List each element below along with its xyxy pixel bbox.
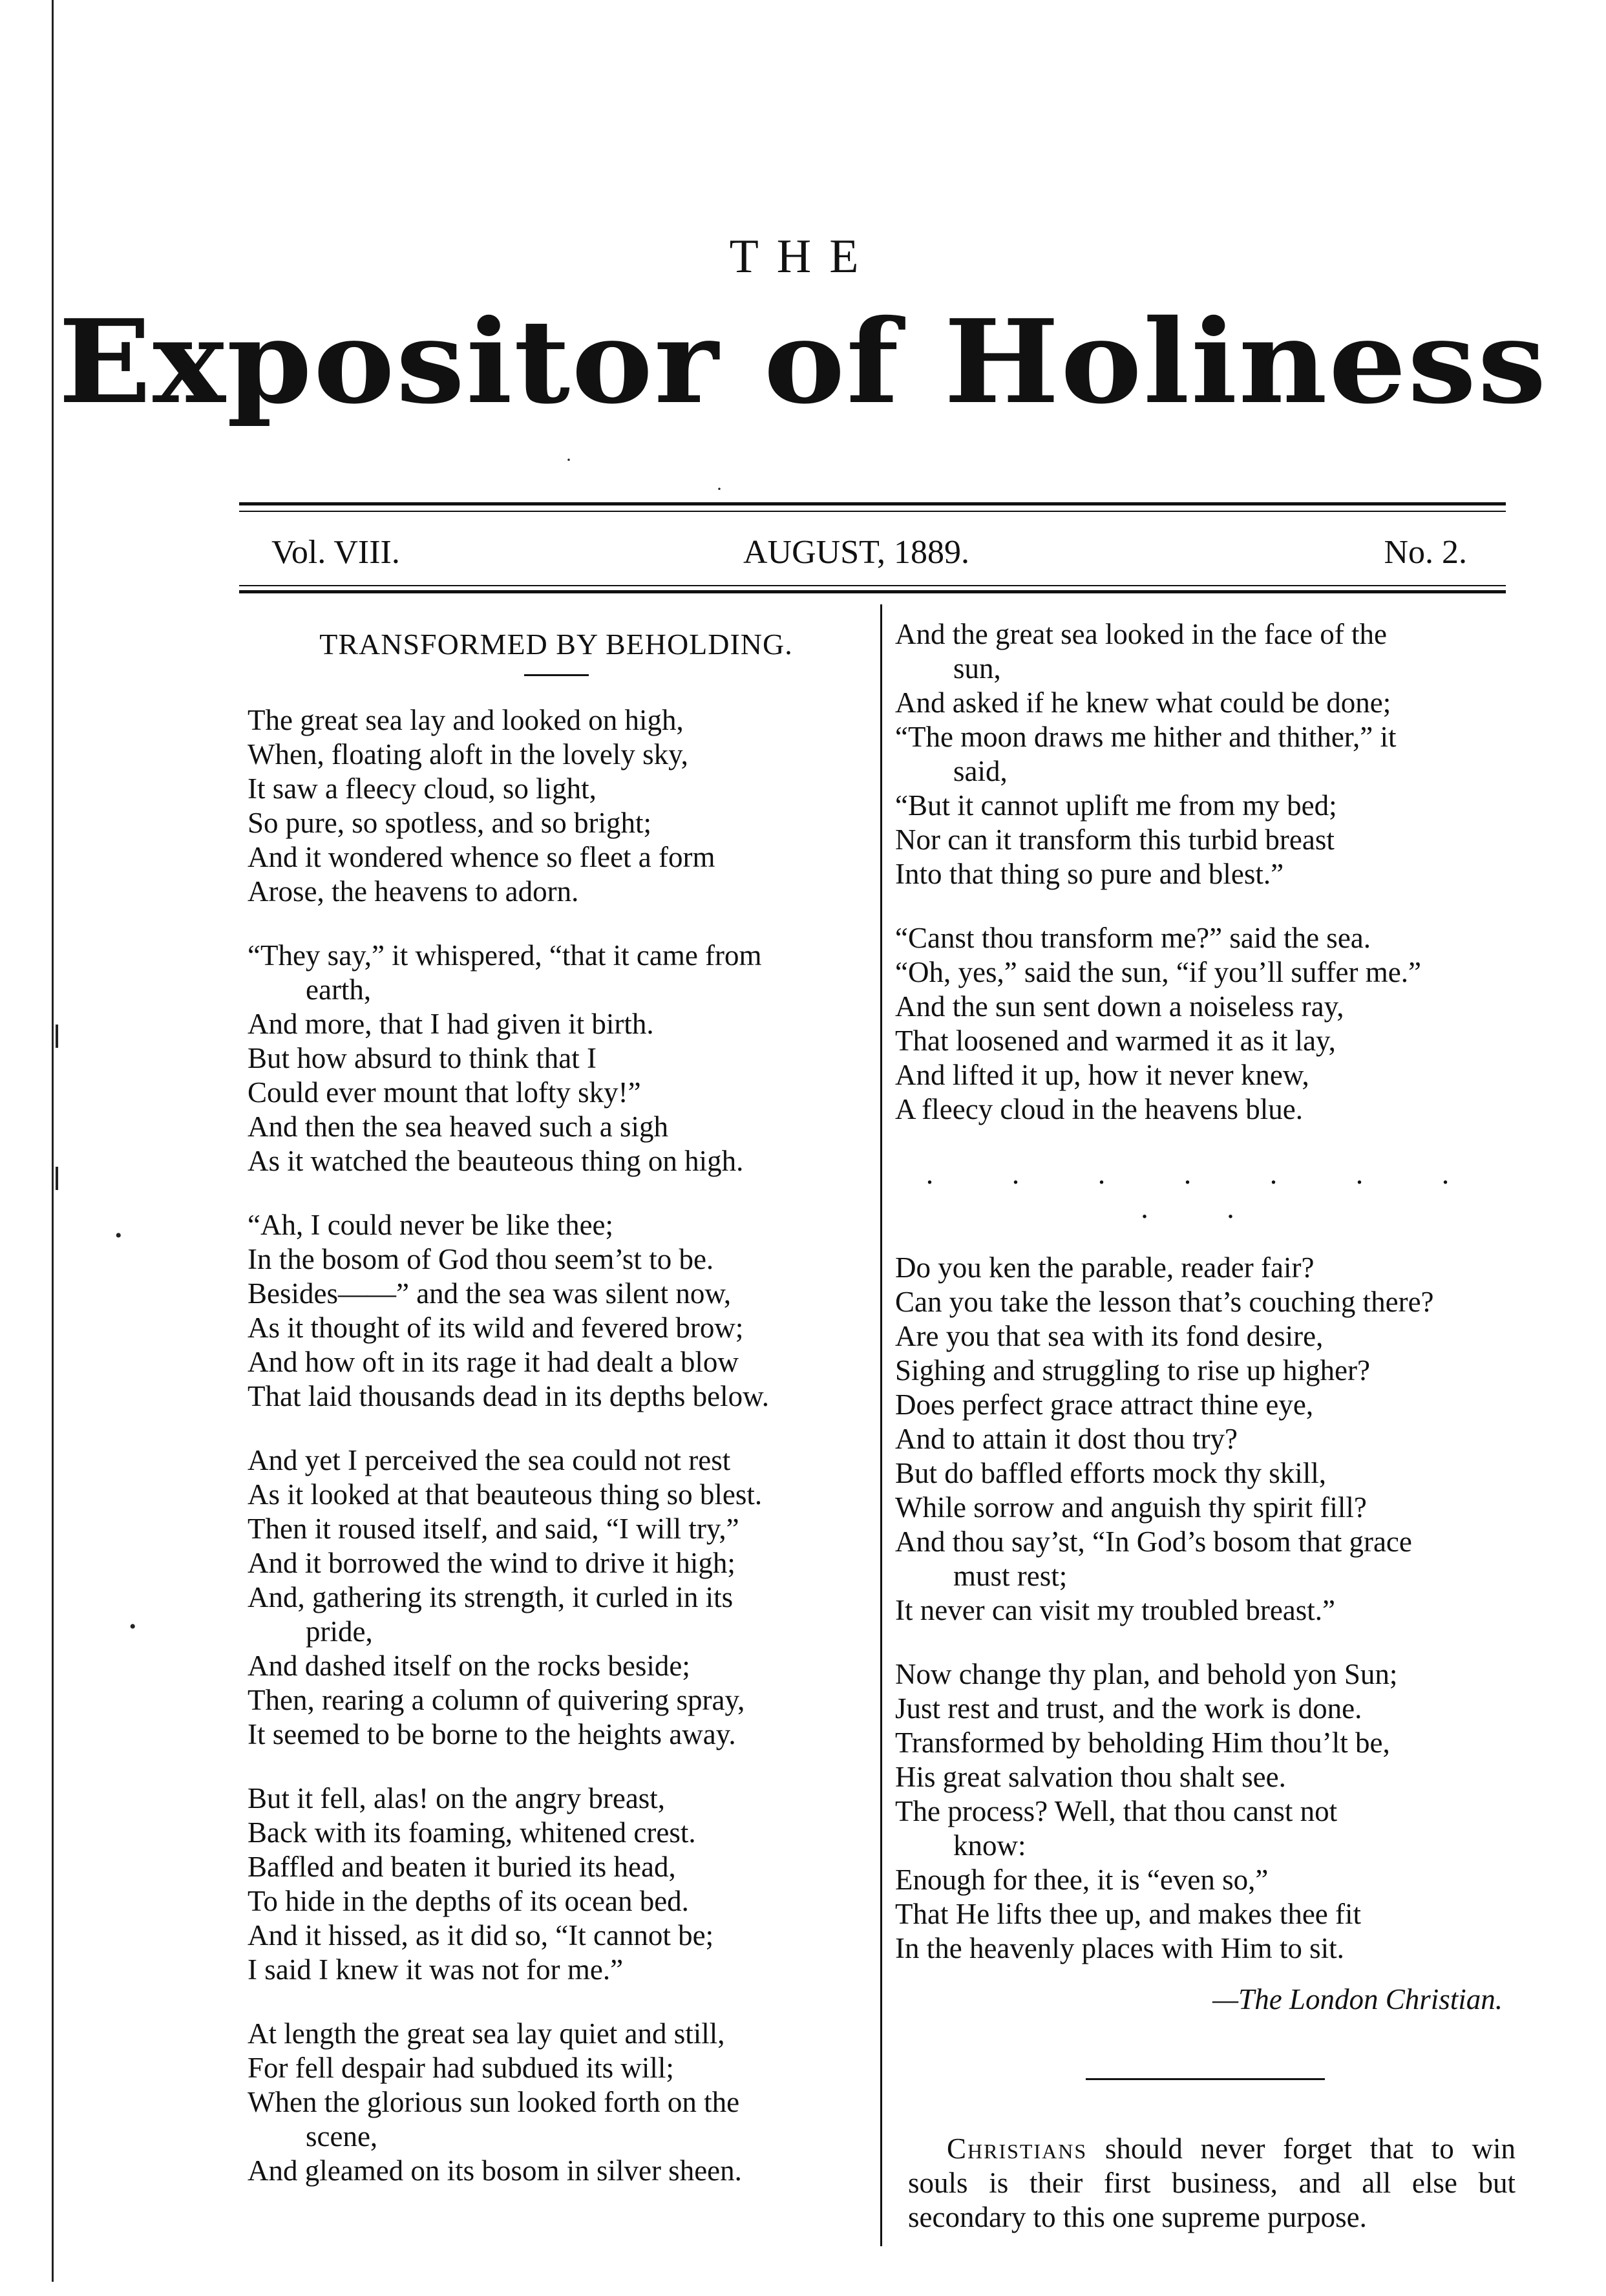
- poem-line: earth,: [306, 973, 372, 1006]
- poem-line: Do you ken the parable, reader fair?: [895, 1251, 1315, 1284]
- poem-line: Into that thing so pure and blest.”: [895, 858, 1284, 890]
- poem-line: “But it cannot uplift me from my bed;: [895, 789, 1337, 822]
- poem-line: must rest;: [953, 1560, 1068, 1592]
- attribution: —The London Christian.: [1212, 1983, 1503, 2015]
- poem-line: pride,: [306, 1615, 373, 1648]
- poem-line: “The moon draws me hither and thither,” it: [895, 721, 1397, 753]
- poem-line: And thou say’st, “In God’s bosom that grace: [895, 1525, 1412, 1558]
- poem-line: And it wondered whence so fleet a form: [248, 841, 715, 873]
- poem-line: And gleamed on its bosom in silver sheen.: [248, 2154, 742, 2187]
- page-edge-mark: [56, 1167, 72, 1190]
- closing-note: [895, 2132, 1516, 2235]
- poem-line: And yet I perceived the sea could not rest: [248, 1444, 731, 1476]
- poem-line: In the heavenly places with Him to sit.: [895, 1932, 1344, 1964]
- masthead-the: THE: [729, 230, 877, 283]
- poem-line: The great sea lay and looked on high,: [248, 704, 684, 736]
- poem-line: That laid thousands dead in its depths below.: [248, 1380, 769, 1412]
- poem-line: Just rest and trust, and the work is done.: [895, 1692, 1362, 1725]
- poem-line: As it thought of its wild and fevered brow;: [248, 1312, 744, 1344]
- poem-line: Then it roused itself, and said, “I will try,”: [248, 1513, 739, 1545]
- poem-line: And it hissed, as it did so, “It cannot be;: [248, 1919, 714, 1951]
- stanza: [248, 1781, 865, 1987]
- poem-line: It saw a fleecy cloud, so light,: [248, 772, 597, 805]
- poem-line: Transformed by beholding Him thou’lt be,: [895, 1727, 1390, 1759]
- header-rule-bottom-thin: [239, 585, 1506, 586]
- poem-line: That loosened and warmed it as it lay,: [895, 1025, 1336, 1057]
- end-rule: [1086, 2078, 1325, 2080]
- poem-line: Sighing and struggling to rise up higher?: [895, 1354, 1370, 1387]
- poem-line: When, floating aloft in the lovely sky,: [248, 738, 688, 771]
- poem-line: In the bosom of God thou seem’st to be.: [248, 1243, 714, 1275]
- issue-date: AUGUST, 1889.: [743, 534, 970, 571]
- poem-line: I said I knew it was not for me.”: [248, 1953, 624, 1986]
- poem-line: Baffled and beaten it buried its head,: [248, 1851, 676, 1883]
- poem-line: It never can visit my troubled breast.”: [895, 1594, 1336, 1626]
- poem-line: To hide in the depths of its ocean bed.: [248, 1885, 689, 1917]
- poem-line: And dashed itself on the rocks beside;: [248, 1650, 690, 1682]
- issue-volume: Vol. VIII.: [271, 534, 400, 571]
- stanza: [248, 2017, 865, 2188]
- poem-line: But it fell, alas! on the angry breast,: [248, 1782, 666, 1814]
- poem-line: Then, rearing a column of quivering spray,: [248, 1684, 745, 1716]
- poem-line: His great salvation thou shalt see.: [895, 1761, 1286, 1793]
- stanza: [895, 617, 1516, 891]
- poem-line: Could ever mount that lofty sky!”: [248, 1076, 641, 1109]
- poem-line: And it borrowed the wind to drive it high;: [248, 1547, 735, 1579]
- stanza: [248, 703, 865, 909]
- stanza: [895, 1657, 1516, 1966]
- poem-line: The process? Well, that thou canst not: [895, 1795, 1338, 1827]
- poem-line: “Ah, I could never be like thee;: [248, 1209, 614, 1241]
- poem-line: For fell despair had subdued its will;: [248, 2052, 674, 2084]
- poem-title: TRANSFORMED BY BEHOLDING.: [319, 628, 793, 661]
- issue-line: [239, 533, 1506, 585]
- stanza: [248, 939, 865, 1178]
- closing-note-lead: Christians: [947, 2132, 1088, 2165]
- poem-line: A fleecy cloud in the heavens blue.: [895, 1093, 1304, 1125]
- poem-line: sun,: [953, 652, 1001, 685]
- stanza: [895, 921, 1516, 1127]
- poem-line: It seemed to be borne to the heights away.: [248, 1718, 736, 1750]
- poem-line: But how absurd to think that I: [248, 1042, 597, 1074]
- right-stanzas-b: [895, 1251, 1516, 1966]
- poem-line: Now change thy plan, and behold yon Sun;: [895, 1658, 1398, 1690]
- poem-line: Arose, the heavens to adorn.: [248, 875, 579, 908]
- stanza: [248, 1208, 865, 1414]
- stanza: [895, 1251, 1516, 1628]
- poem-line: And how oft in its rage it had dealt a blow: [248, 1346, 739, 1378]
- poem-line: When the glorious sun looked forth on the: [248, 2086, 740, 2118]
- poem-line: Besides——” and the sea was silent now,: [248, 1277, 732, 1310]
- poem-line: said,: [953, 755, 1008, 787]
- header-rule-top-thick: [239, 502, 1506, 505]
- section-dots: . . . . . . . . .: [925, 1157, 1485, 1224]
- title-rule: [524, 674, 589, 676]
- poem-line: scene,: [306, 2120, 378, 2152]
- right-column: [895, 617, 1516, 2235]
- issue-number: No. 2.: [1384, 534, 1467, 571]
- stray-dot: •: [115, 1225, 122, 1246]
- closing-note-text: should never forget that to win souls is their first business, and all else but secondary to this one supreme purpose.: [908, 2132, 1516, 2233]
- poem-line: “Oh, yes,” said the sun, “if you’ll suffer me.”: [895, 956, 1421, 988]
- poem-line: And asked if he knew what could be done;: [895, 686, 1391, 719]
- poem-line: While sorrow and anguish thy spirit fill?: [895, 1491, 1367, 1524]
- poem-line: And, gathering its strength, it curled in its: [248, 1581, 734, 1613]
- poem-line: “Canst thou transform me?” said the sea.: [895, 922, 1371, 954]
- poem-line: As it looked at that beauteous thing so blest.: [248, 1478, 763, 1511]
- page-edge-mark: [56, 1025, 72, 1048]
- right-stanzas-a: [895, 617, 1516, 1127]
- masthead-title: Expositor of Holiness: [58, 294, 1548, 429]
- header-rule-top-thin: [239, 511, 1506, 512]
- poem-line: Nor can it transform this turbid breast: [895, 824, 1335, 856]
- poem-line: So pure, so spotless, and so bright;: [248, 807, 651, 839]
- poem-line: But do baffled efforts mock thy skill,: [895, 1457, 1327, 1489]
- poem-line: know:: [953, 1829, 1026, 1862]
- stray-dot: ·: [716, 478, 723, 500]
- poem-line: Can you take the lesson that’s couching there?: [895, 1286, 1434, 1318]
- poem-line: And more, that I had given it birth.: [248, 1008, 654, 1040]
- left-stanzas: [248, 703, 865, 2188]
- poem-line: And then the sea heaved such a sigh: [248, 1111, 669, 1143]
- stanza: [248, 1443, 865, 1752]
- poem-line: Does perfect grace attract thine eye,: [895, 1388, 1314, 1421]
- poem-line: And the sun sent down a noiseless ray,: [895, 990, 1344, 1023]
- stray-dot: ·: [565, 449, 572, 471]
- header-rule-bottom-thick: [239, 590, 1506, 593]
- poem-line: Back with its foaming, whitened crest.: [248, 1816, 696, 1849]
- poem-line: That He lifts thee up, and makes thee fit: [895, 1898, 1362, 1930]
- column-divider: [880, 604, 882, 2246]
- left-column: [248, 617, 865, 2218]
- poem-line: And to attain it dost thou try?: [895, 1423, 1238, 1455]
- poem-line: And lifted it up, how it never knew,: [895, 1059, 1309, 1091]
- poem-line: Enough for thee, it is “even so,”: [895, 1864, 1269, 1896]
- poem-line: As it watched the beauteous thing on high.: [248, 1145, 744, 1177]
- poem-line: And the great sea looked in the face of the: [895, 618, 1387, 650]
- poem-line: Are you that sea with its fond desire,: [895, 1320, 1324, 1352]
- poem-line: “They say,” it whispered, “that it came from: [248, 939, 762, 972]
- stray-dot: •: [129, 1616, 136, 1637]
- poem-line: At length the great sea lay quiet and still,: [248, 2017, 725, 2050]
